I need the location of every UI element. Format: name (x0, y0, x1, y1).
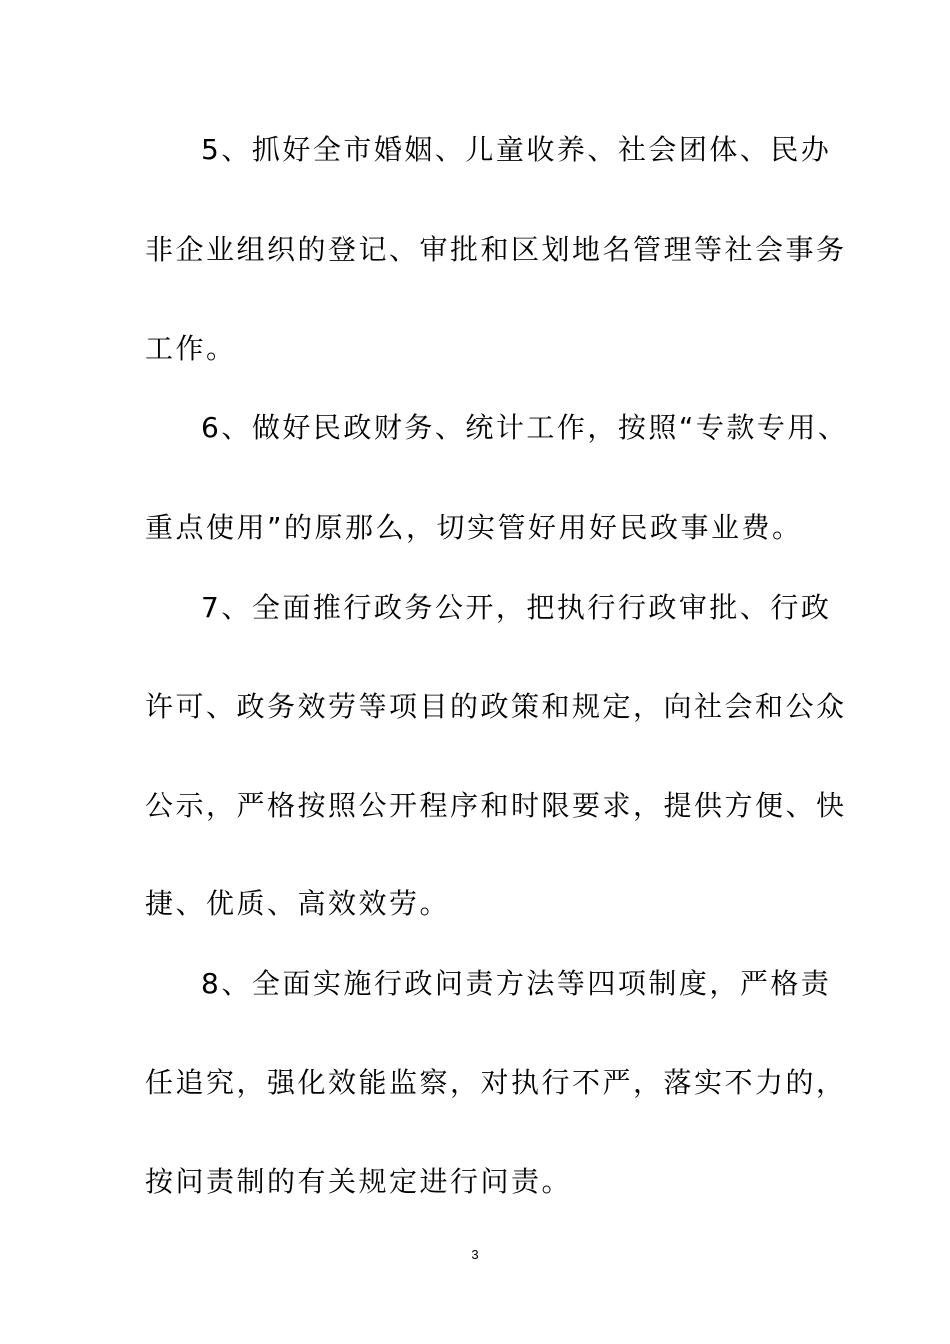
page-number: 3 (471, 1247, 479, 1262)
paragraph-7-line-2: 许可、政务效劳等项目的政策和规定，向社会和公众 (145, 690, 847, 723)
paragraph-8-line-1: 8、全面实施行政问责方法等四项制度，严格责 (201, 967, 832, 1000)
paragraph-5-line-2: 非企业组织的登记、审批和区划地名管理等社会事务 (145, 233, 847, 266)
paragraph-7-line-3: 公示，严格按照公开程序和时限要求，提供方便、快 (145, 789, 847, 822)
paragraph-7-line-1: 7、全面推行政务公开，把执行行政审批、行政 (201, 591, 832, 624)
paragraph-6-line-1: 6、做好民政财务、统计工作，按照“专款专用、 (201, 411, 849, 444)
paragraph-8-line-3: 按问责制的有关规定进行问责。 (145, 1165, 573, 1198)
paragraph-6-line-2: 重点使用”的原那么，切实管好用好民政事业费。 (145, 511, 803, 544)
paragraph-7-line-4: 捷、优质、高效效劳。 (145, 887, 451, 920)
paragraph-8-line-2: 任追究，强化效能监察，对执行不严，落实不力的， (145, 1066, 847, 1099)
paragraph-5-line-1: 5、抓好全市婚姻、儿童收养、社会团体、民办 (201, 133, 832, 166)
paragraph-5-line-3: 工作。 (145, 332, 237, 365)
